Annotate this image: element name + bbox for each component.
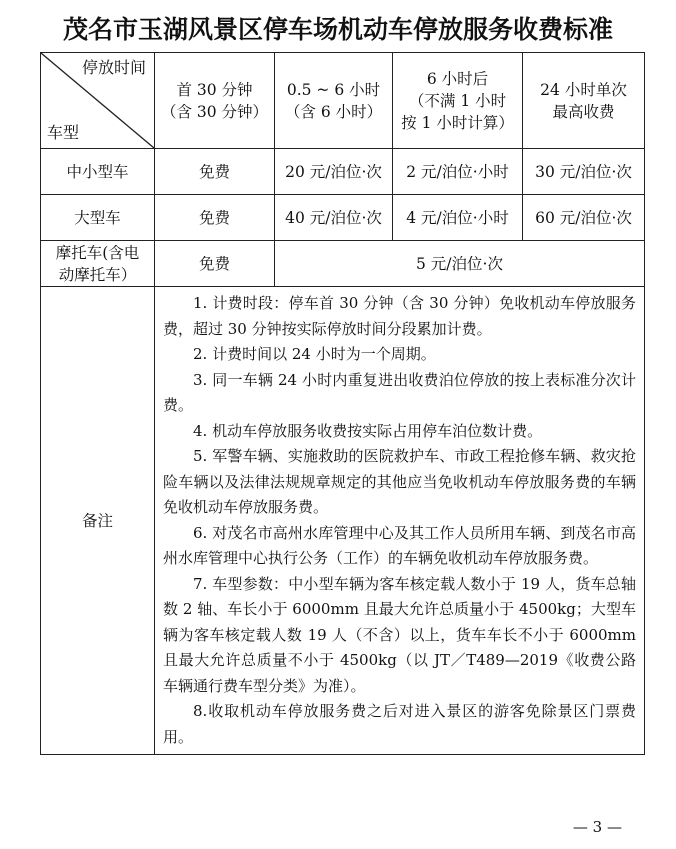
fee-cell: 30 元/泊位·次 (523, 149, 645, 195)
table-row (41, 241, 645, 287)
notes-cell (155, 287, 645, 755)
note-item: 2. 计费时间以 24 小时为一个周期。 (193, 345, 436, 363)
page-number: — 3 — (572, 818, 622, 836)
fee-cell: 2 元/泊位·小时 (393, 149, 523, 195)
header-24-hour-max: 24 小时单次 最高收费 (523, 53, 645, 149)
fee-cell-merged: 5 元/泊位·次 (275, 241, 645, 287)
corner-header-cell (41, 53, 155, 149)
fee-cell: 免费 (155, 241, 275, 287)
fee-cell: 20 元/泊位·次 (275, 149, 393, 195)
header-first-30-min: 首 30 分钟 （含 30 分钟） (155, 53, 275, 149)
fee-cell: 4 元/泊位·小时 (393, 195, 523, 241)
fee-cell: 免费 (155, 195, 275, 241)
note-item: 7. 车型参数：中小型车辆为客车核定载人数小于 19 人，货车总轴数 2 轴、车长小于 6000mm 且最大允许总质量小于 4500kg；大型车辆为客车核定载人数 19 人（不含）以上，货车车长不小于 6000mm 且最大允许总质量不小于 4500kg（以 JT／T489—2019《收费公路车辆通行费车型分类》为准）。 (163, 574, 636, 695)
page-title: 茂名市玉湖风景区停车场机动车停放服务收费标准 (62, 15, 613, 44)
note-item: 5. 军警车辆、实施救助的医院救护车、市政工程抢修车辆、救灾抢险车辆以及法律法规规章规定的其他应当免收机动车停放服务费的车辆免收机动车停放服务费。 (163, 447, 636, 516)
fee-table (40, 52, 645, 755)
note-item: 8.收取机动车停放服务费之后对进入景区的游客免除景区门票费用。 (163, 702, 636, 746)
fee-cell: 40 元/泊位·次 (275, 195, 393, 241)
vehicle-type-large: 大型车 (41, 195, 155, 241)
corner-parking-time-label: 停放时间 (81, 58, 146, 77)
table-row (41, 195, 645, 241)
table-row (41, 149, 645, 195)
fee-cell: 60 元/泊位·次 (523, 195, 645, 241)
note-item: 6. 对茂名市高州水库管理中心及其工作人员所用车辆、到茂名市高州水库管理中心执行公务（工作）的车辆免收机动车停放服务费。 (163, 523, 636, 567)
fee-cell: 免费 (155, 149, 275, 195)
vehicle-type-small-medium: 中小型车 (41, 149, 155, 195)
notes-row (41, 287, 645, 755)
corner-vehicle-type-label: 车型 (47, 123, 80, 142)
note-item: 1. 计费时段：停车首 30 分钟（含 30 分钟）免收机动车停放服务费，超过 30 分钟按实际停放时间分段累加计费。 (163, 294, 636, 338)
vehicle-type-motorcycle: 摩托车(含电 动摩托车） (41, 241, 155, 287)
header-half-to-6-hours: 0.5 ~ 6 小时 （含 6 小时） (275, 53, 393, 149)
header-after-6-hours: 6 小时后 （不满 1 小时 按 1 小时计算） (393, 53, 523, 149)
note-item: 3. 同一车辆 24 小时内重复进出收费泊位停放的按上表标准分次计费。 (163, 370, 636, 414)
notes-label: 备注 (41, 287, 155, 755)
note-item: 4. 机动车停放服务收费按实际占用停车泊位数计费。 (193, 421, 543, 440)
header-row (41, 53, 645, 149)
